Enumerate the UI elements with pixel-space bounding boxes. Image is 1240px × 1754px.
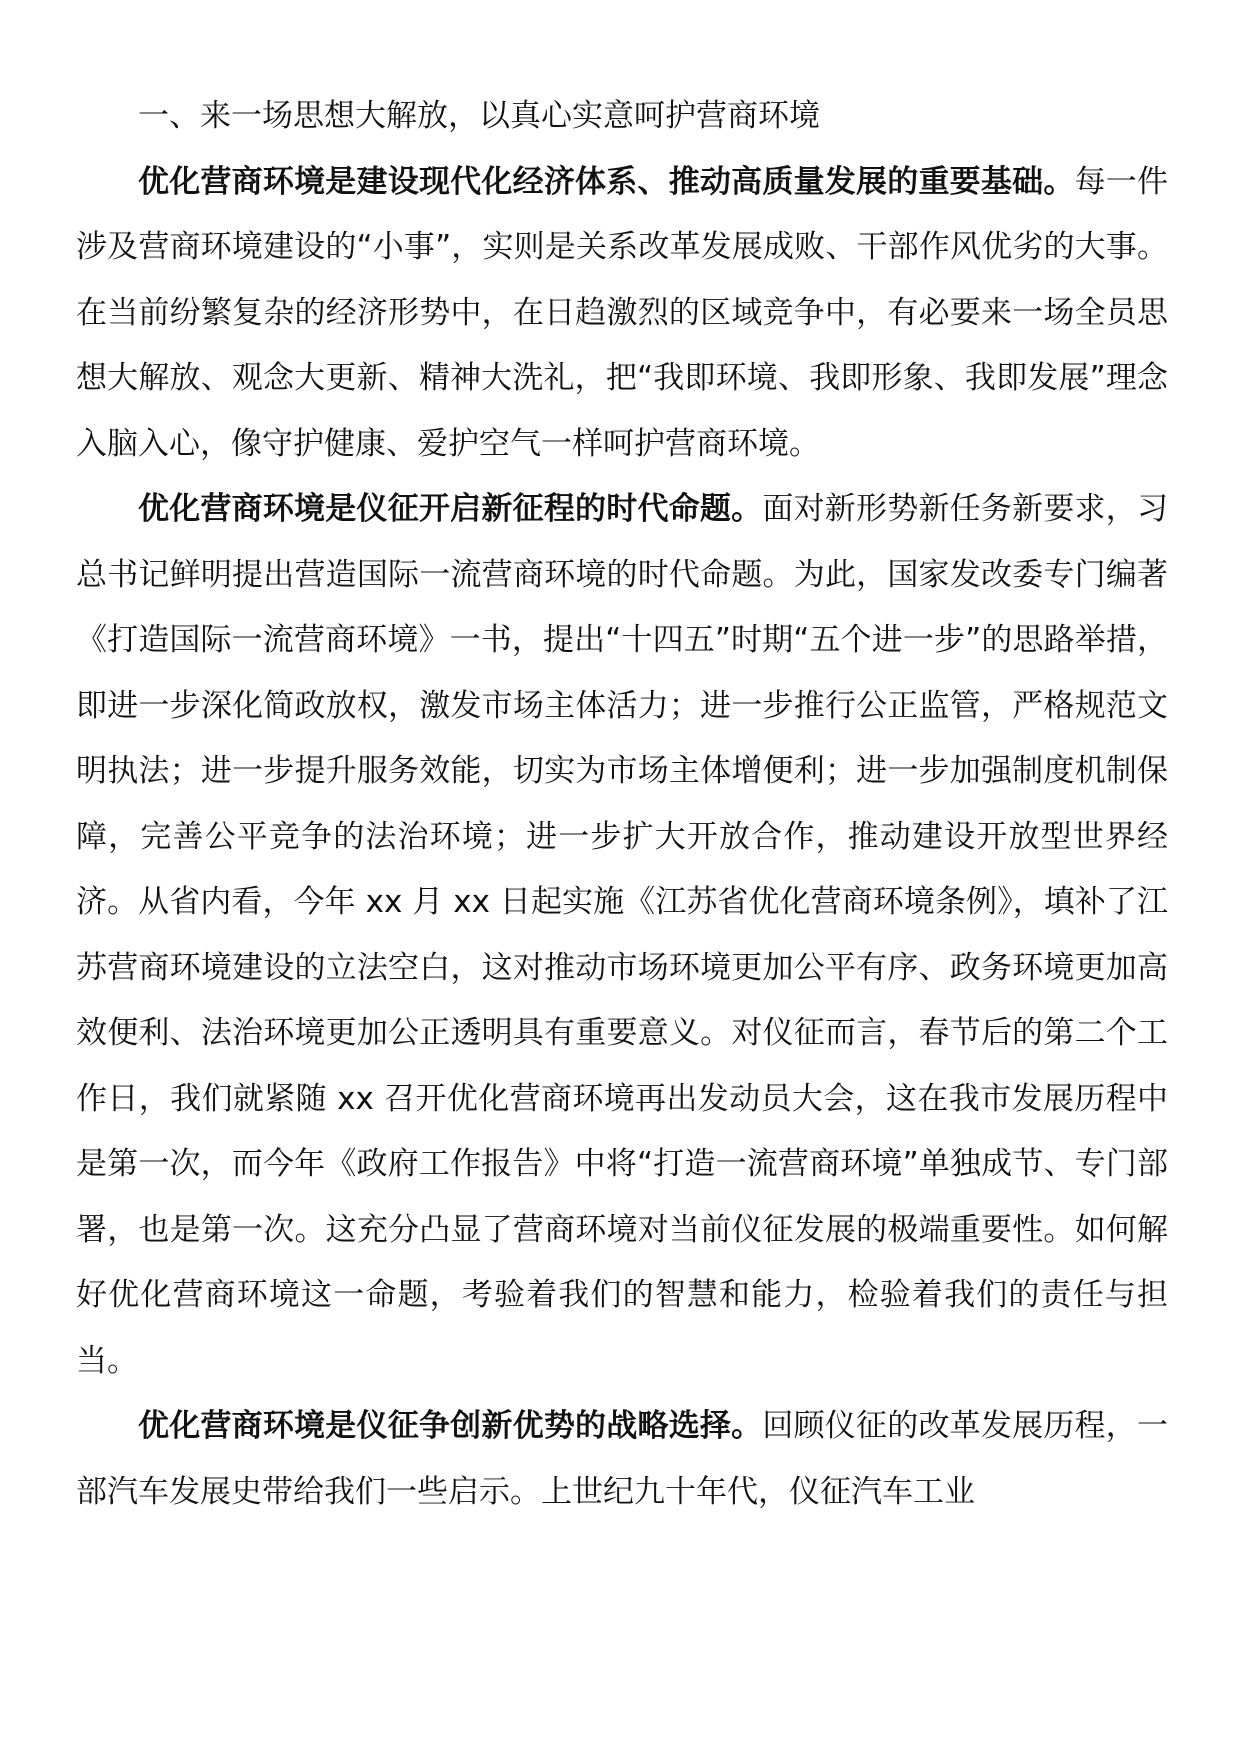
paragraph-1: [76, 150, 1168, 478]
paragraph-3: [76, 1394, 1168, 1525]
paragraph-1-body: 每一件涉及营商环境建设的“小事”，实则是关系改革发展成败、干部作风优劣的大事。在当前纷繁复杂的经济形势中，在日趋激烈的区域竞争中，有必要来一场全员思想大解放、观念大更新、精神大洗礼，把“我即环境、我即形象、我即发展”理念入脑入心，像守护健康、爱护空气一样呵护营商环境。: [76, 163, 1168, 462]
paragraph-3-body: 回顾仪征的改革发展历程，一部汽车发展史带给我们一些启示。上世纪九十年代，仪征汽车工业: [76, 1408, 1168, 1510]
paragraph-3-lead: 优化营商环境是仪征争创新优势的战略选择。: [138, 1408, 763, 1444]
document-page: [76, 84, 1168, 1525]
paragraph-1-lead: 优化营商环境是建设现代化经济体系、推动高质量发展的重要基础。: [138, 163, 1075, 200]
paragraph-2: [76, 477, 1168, 1394]
section-heading: 一、来一场思想大解放，以真心实意呵护营商环境: [138, 98, 820, 134]
paragraph-2-body: 面对新形势新任务新要求，习总书记鲜明提出营造国际一流营商环境的时代命题。为此，国家发改委专门编著《打造国际一流营商环境》一书，提出“十四五”时期“五个进一步”的思路举措，即进一步深化简政放权，激发市场主体活力；进一步推行公正监管，严格规范文明执法；进一步提升服务效能，切实为市场主体增便利；进一步加强制度机制保障，完善公平竞争的法治环境；进一步扩大开放合作，推动建设开放型世界经济。从省内看，今年 xx 月 xx 日起实施《江苏省优化营商环境条例》，填补了江苏营商环境建设的立法空白，这对推动市场环境更加公平有序、政务环境更加高效便利、法治环境更加公正透明具有重要意义。对仪征而言，春节后的第二个工作日，我们就紧随 xx 召开优化营商环境再出发动员大会，这在我市发展历程中是第一次，而今年《政府工作报告》中将“打造一流营商环境”单独成节、专门部署，也是第一次。这充分凸显了营商环境对当前仪征发展的极端重要性。如何解好优化营商环境这一命题，考验着我们的智慧和能力，检验着我们的责任与担当。: [76, 491, 1168, 1379]
paragraph-2-lead: 优化营商环境是仪征开启新征程的时代命题。: [138, 491, 763, 527]
